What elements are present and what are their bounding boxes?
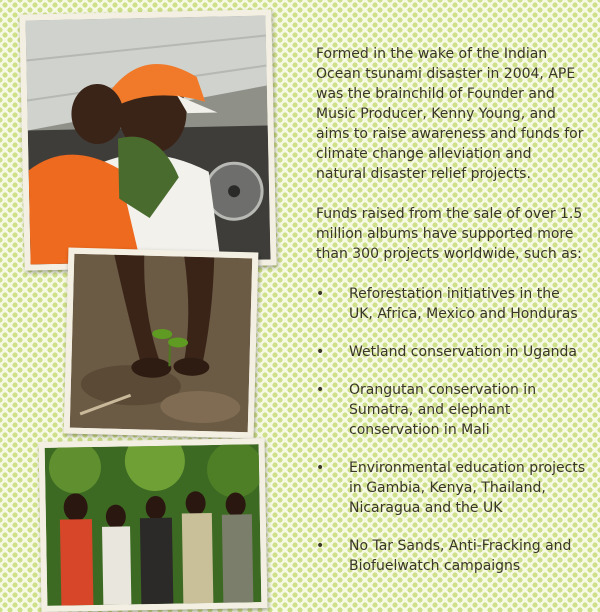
text-column [316, 44, 586, 594]
photo-planting-seedling [64, 248, 259, 439]
intro-paragraph: Formed in the wake of the Indian Ocean tsunami disaster in 2004, APE was the brainchild of Founder and Music Producer, Kenny Young, and aims to raise awareness and funds for climate change alleviation and natural disaster relief projects. [316, 46, 584, 182]
group-in-forest-image [45, 444, 262, 606]
photo-man-holding-child [19, 9, 276, 270]
project-item: • Wetland conservation in Uganda [316, 342, 586, 362]
planting-seedling-image [70, 254, 252, 433]
projects-list [316, 284, 586, 576]
man-holding-child-image [25, 16, 270, 265]
project-item: • No Tar Sands, Anti-Fracking and Biofuelwatch campaigns [316, 536, 586, 576]
project-item: • Orangutan conservation in Sumatra, and elephant conservation in Mali [316, 380, 586, 440]
photo-group-in-forest [39, 438, 268, 612]
project-item: • Reforestation initiatives in the UK, Africa, Mexico and Honduras [316, 284, 586, 324]
funds-paragraph: Funds raised from the sale of over 1.5 million albums have supported more than 300 projects worldwide, such as: [316, 206, 583, 262]
project-item: • Environmental education projects in Gambia, Kenya, Thailand, Nicaragua and the UK [316, 458, 586, 518]
